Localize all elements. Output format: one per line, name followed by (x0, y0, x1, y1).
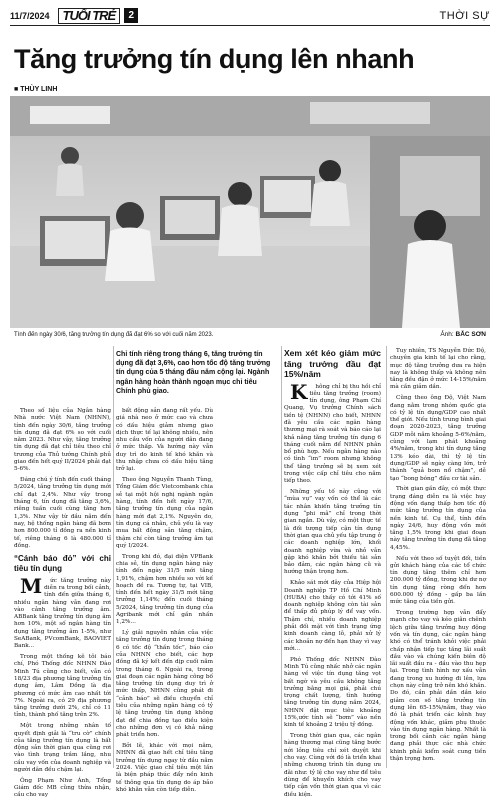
article-headline: Tăng trưởng tín dụng lên nhanh (14, 44, 415, 74)
paragraph: Ông Phạm Như Ánh, Tổng Giám đốc MB cũng thừa nhận, cầu cho vay (14, 777, 111, 799)
paragraph: Theo ông Nguyễn Thanh Tùng, Tổng Giám đốc Vietcombank chia sẻ tại một hội nghị ngành ngân hàng, tính đến hết ngày 17/6, tăng trưởng tín dụng của ngân hàng mới đạt 2,1%. Nguyên do, tín dụng cá nhân, chủ yếu là vay mua bất động sản tăng chậm, thậm chí còn tăng trưởng âm tại quý I/2024. (116, 477, 213, 549)
subheading-red-warning: “Cánh báo đỏ” với chỉ tiêu tín dụng (14, 554, 111, 574)
column-divider (386, 346, 387, 768)
photo-credit (440, 331, 486, 338)
paragraph: Cũng theo ông Độ, Việt Nam đang nằm trong nhóm quốc gia có tỷ lệ tín dụng/GDP cao nhất thế giới. Nếu tính trung bình giai đoạn 2020-2023, tăng trưởng GDP mỗi năm khoảng 5-6%/năm, cùng với lạm phát khoảng 4%/năm, trong khi tín dụng tăng 13% kéo dài, thì tỷ lệ tín dụng/GDP sẽ ngày càng lớn, trở thành “quả bom nổ chậm”, dễ tạo “bong bóng” đầu cơ tài sản. (390, 395, 486, 482)
column-1 (14, 408, 111, 803)
credit-name: BẮC SƠN (455, 331, 486, 338)
paragraph: Không chỉ bị thu hồi chỉ tiêu tăng trưởng (room) tín dụng, ông Phạm Chí Quang, Vụ trưởng Chính sách tiền tệ (NHNN) cho biết, NHNN đã yêu cầu các ngân hàng thương mại rà soát và báo cáo lại khả năng tăng trưởng tín dụng 6 tháng cuối năm để NHNN phân bổ phù hợp. Nếu ngân hàng nào có tình “im” room nhưng không thể tăng trưởng sẽ bị xem xét trong việc cấp chỉ tiêu cho năm tiếp theo. (284, 379, 381, 485)
paragraph: Một trong những nhân tố quyết định giải là “tru cờ” chính của tăng trưởng tín dụng là bất động sản thời gian qua cũng rơi vào tình trạng trầm lắng, nhu cầu vay vốn của doanh nghiệp và người dân đều chậm lại. (14, 723, 111, 774)
paragraph: Mức tăng trưởng này diễn ra trong bối cảnh, tính đến giữa tháng 6, nhiều ngân hàng vẫn đang rơi vào cảnh tăng trưởng âm. ABBank tăng trưởng tín dụng âm hơn 10%, một số ngân hàng tín dụng tăng trưởng âm 1-5%, như SeABank, PVcomBank, BAOVIET Bank... (14, 573, 111, 650)
column-2 (116, 408, 213, 798)
newspaper-logo: TUỔI TRẺ (58, 8, 121, 24)
column-3 (284, 348, 381, 802)
paragraph: Trong một thống kê tôi báo chí, Phó Thống đốc NHNN Đào Minh Tú cũng cho biết, vẫn có 18/23 địa phương tăng trưởng tín dụng âm, Lâm Đồng là địa phương có mức âm cao nhất tới 7%. Ngoài ra, có 29 địa phương tăng trưởng dưới 2%, chỉ có 11 tỉnh, thành phố tăng trên 2%. (14, 654, 111, 719)
byline: ■ THÙY LINH (14, 86, 58, 93)
paragraph: Nếu với theo số tuyệt đối, tiền gửi khách hàng của các tổ chức tín dụng tăng thêm chỉ hơn 200.000 tỷ đồng, trong khi dư nợ tín dụng tăng ròng đến hơn 600.000 tỷ đồng - gấp ba lần mức tăng của tiền gửi. (390, 555, 486, 606)
paragraph: Trong khi đó, đại diện VPBank chia sẻ, tín dụng ngân hàng này tính đến ngày 31/5 mới tăng 1,91%, chậm hơn nhiều so với kế hoạch đề ra. Tương tự, tại VIB, tính đến hết ngày 31/5 mới tăng trưởng 1,14%; đến cuối tháng 5/2024, tăng trưởng tín dụng của Agribank mới chỉ gần nhấn 1,2%... (116, 553, 213, 626)
subheading-growth-target: Xem xét kéo giảm mức tăng trưởng đầu đạt 15%/năm (284, 348, 381, 379)
paragraph: Theo số liệu của Ngân hàng Nhà nước Việt Nam (NHNN), tính đến ngày 30/6, tăng trưởng tín dụng đã đạt 6% so với cuối năm 2023. Như vậy, tăng trưởng tín dụng đã đạt chỉ tiêu theo chỉ trương của Thủ tướng Chính phủ giao đến hết quý II/2024 phải đạt 5-6%. (14, 408, 111, 473)
paragraph: Trong thời gian qua, các ngân hàng thương mại cũng tăng bước nới lỏng tiêu chí xét duyệt khi cho vay. Cùng với đó là triển khai những chương trình tín dụng ưu đãi như: tỷ lệ cho vay như để tiêu dùng để khuyến khích cho vay tiếp cận vốn thời gian qua vì các điều kiện. (284, 733, 381, 798)
photo-caption: Tính đến ngày 30/6, tăng trưởng tín dụng đã đạt 6% so với cuối năm 2023. (14, 332, 214, 338)
masthead (10, 6, 490, 26)
paragraph: Phó Thống đốc NHNN Đào Minh Tú cũng nhấc nhở các ngân hàng về việc tín dụng tăng vọt bất ngờ và yêu cầu không tăng trưởng bằng mọi giá, phải chú trọng chất lượng, tình hướng tăng trưởng tín dụng năm 2024, NHNN đặt mục tiêu khoảng 15%,ước tính sẽ “bơm” vào nền kinh tế khoảng 2 triệu tỷ đồng. (284, 656, 381, 729)
paragraph: Khảo sát mới đây của Hiệp hội Doanh nghiệp TP Hồ Chí Minh (HUBA) cho thấy có tới 41% số doanh nghiệp không còn tài sản để thấp đủ phúp lý để vay vốn. Thậm chí, nhiều doanh nghiệp phải đối mặt với tình trạng ứng kinh doanh càng lỗ, phải xử lý các khoản nợ đến hạn thay vì vay mới... (284, 580, 381, 652)
column-4 (390, 348, 486, 767)
bank-office-photo (10, 96, 490, 328)
credit-label: Ảnh: (440, 331, 454, 338)
paragraph: Bởi lẽ, khác với mọi năm, NHNN đã giao hết chỉ tiêu tăng trưởng tín dụng ngay từ đầu năm 2024. Việc giao chỉ tiêu một lần là biện pháp thúc đẩy nền kinh tế thông qua tín dụng do áp bảo khó khăn vẫn còn tiếp diễn. (116, 743, 213, 793)
paragraph: bất động sản đang rất yếu. Dù giá nhà neo ở mức cao và chưa có dấu hiệu giảm nhưng giao dịch thực tế lại không nhiều, nên nhu cầu vốn của người dân đang ở mức thấp. Và hướng này vẫn duy trì do kinh tế khó khăn và thu nhập chưa có dấu hiệu tăng trở lại. (116, 408, 213, 473)
paragraph: Những yếu tố này cũng với “mùa vụ” vay vốn có thể là các tác nhân khiến tăng trưởng tín dụng “phi mã” chỉ trong thời gian ngắn. Dù vậy, có một thực tế là đối tượng tiếp cận tín dụng thời gian qua chủ yếu tập trung ở các doanh nghiệp lớn, khối doanh nghiệp vừa và nhỏ vẫn gặp khó khăn bởi thiếu tài sản bảo đảm, các ngân hàng cũ và hướng thận trọng hơn. (284, 489, 381, 576)
section-name: THỜI SỰ (439, 9, 490, 22)
author-name: THÙY LINH (20, 86, 58, 93)
column-divider (281, 346, 282, 768)
issue-date: 11/7/2024 (10, 10, 50, 21)
paragraph: Thời gian gần đây, có một thực trạng đáng diễn ra là việc huy động vốn dạng thấp hơn tốc độ mức tăng trưởng tín dụng của nền kinh tế. Cụ thể, tính đến ngày 24/6, huy động vốn mới tăng 1,5% trong khi giai đoạn này tăng trưởng tín dụng đã tăng 4,45%. (390, 486, 486, 551)
paragraph: Đáng chú ý tính đến cuối tháng 5/2024, tăng trưởng tín dụng mới chỉ đạt 2,4%. Như vậy trong tháng 6, tín dụng đã tăng 3,6%, riêng tuần cuối cùng tăng hơn 1,3%. Như vậy từ đầu năm đến nay, hệ thống ngân hàng đã bơm hơn 800.000 tỉ đồng ra nền kinh tế, riêng tháng 6 là 480.000 tỉ đồng. (14, 477, 111, 549)
paragraph: Lý giải nguyên nhân của việc tăng trưởng tín dụng trong tháng 6 có tốc độ “thần tốc”, báo cáo của NHNN cho biết, các hợp đồng đã ký kết đến dịp cuối năm trong tháng 6. Ngoài ra, trong giai đoạn các ngân hàng công bố tăng trưởng tín dụng duy trì ở mức thấp, NHNN cũng phát đi “cảnh báo” sẽ điều chuyển chỉ tiêu của những ngân hàng có tỷ lệ tăng trưởng tín dụng không đạt để chia đồng tạo điều kiện cho những đơn vị có khả năng phát triển hơn. (116, 630, 213, 739)
page-number: 2 (124, 8, 138, 23)
article-lead: Chỉ tính riêng trong tháng 6, tăng trưởng tín dụng đã đạt 3,6%, cao hơn tốc độ tăng trưởng tín dụng của 5 tháng đầu năm cộng lại. Ngành ngân hàng hoàn thành ngoạn mục chỉ tiêu Chính phủ giao. (116, 351, 271, 395)
column-divider (113, 346, 114, 768)
paragraph: Tuy nhiên, TS Nguyễn Đức Độ, chuyên gia kinh tế lại cho rằng, mục độ tăng trưởng dưa ra hiện nay là không thấp và không nên tăng đều đặn ở mức 14-15%/năm mà cần giảm dần. (390, 348, 486, 391)
paragraph: Trong trường hợp vẫn đẩy mạnh cho vay và kéo giãn chênh lệch giữa tăng trưởng huy động vốn và tín dụng, các ngân hàng khó có thể tránh khỏi việc phải chấp nhận tiếp tục tăng lãi suất đầu vào và chúng kiến biên độ lãi suất đầu ra - đầu vào thu hẹp lại. Trong tình hình nợ xấu vẫn đang trong xu hướng đi lên, lựa chọn này cũng trở nên khó khăn. Do đó, cần phải dần dần kéo giảm con số tăng trưởng tín dụng lên 65-15%/năm, thay vào đó là phát triển các kênh huy động vốn khác, giảm phụ thuộc vào tín dụng ngân hàng. Nhất là trong bối cảnh các ngân hàng đang phải thực các nhà chức khinh phải kiểm soát cung tiền thận trọng hơn. (390, 610, 486, 763)
